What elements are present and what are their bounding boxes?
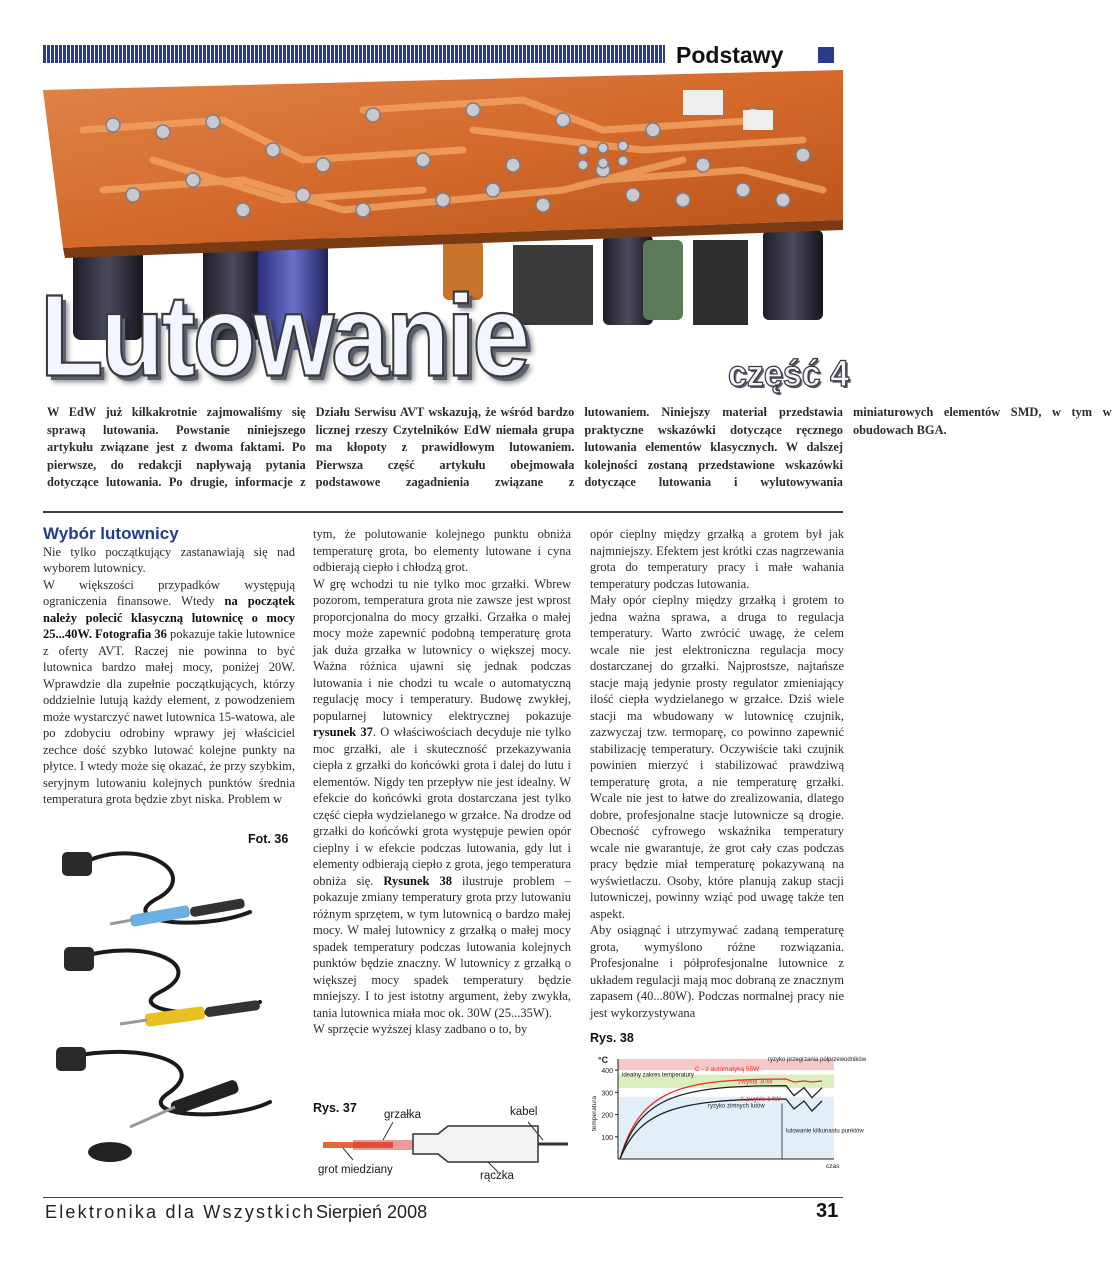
intro-paragraph: W EdW już kilkakrotnie zajmowaliśmy się sprawą lutowania. Powstanie niniejszego artykułu związane jest z dwoma faktami. Po pierwsze, do redakcji napływają pytania dotyczące lutowania. Po drugie, informacje z Działu Serwisu AVT wskazują, że wśród bardzo licznej rzeszy Czytelników EdW niemała grupa ma kłopoty z prawidłowym lutowaniem. Pierwsza część artykułu obejmowała podstawowe zagadnienia związane z lutowaniem. Niniejszy materiał przedstawia praktyczne wskazówki dotyczące ręcznego lutowania elementów klasycznych. W dalszej kolejności zostaną przedstawione wskazówki dotyczące lutowania i wylutowywania miniaturowych elementów SMD, w tym w obudowach BGA. <box>47 405 1112 489</box>
chart-series-label: zwykła 30W <box>738 1078 773 1086</box>
article-title: Lutowanie <box>40 271 528 402</box>
rys37-heater-label: grzałka <box>384 1109 422 1121</box>
text: W grę wchodzi tu nie tylko moc grzałki. Wbrew pozorom, temperatura grota nie zawsze jest wprost proporcjonalna do mocy grzałki. Grzałka o małej mocy może zapewnić podobną temperaturę grota jak duża grzałka w lutownicy o większej mocy. Ważna różnica ujawni się jednak podczas lutowania i nie chodzi tu wcale o automatyczną regulację mocy i temperatury. Budowę zwykłej, popularnej lutownicy elektrycznej pokazuje <box>313 576 571 723</box>
footer-rule <box>43 1197 843 1198</box>
chart-annotation: ryzyko przegrzania półprzewodników <box>768 1057 867 1063</box>
chart-y-tick-label: 400 <box>601 1068 613 1076</box>
column-3 <box>590 526 844 1021</box>
section-label: Podstawy <box>676 42 784 68</box>
header-stripe <box>43 45 665 63</box>
rys38-label: Rys. 38 <box>590 1031 634 1045</box>
rys38-temperature-chart <box>590 1051 867 1171</box>
chart-series-label: A zwykła 14W <box>740 1096 781 1103</box>
paragraph: opór cieplny między grzałką a grotem był jak najmniejszy. Efektem jest krótki czas nagrzewania grota do temperatury pracy i małe wahania temperatury podczas lutowania. <box>590 527 844 591</box>
paragraph: W sprzęcie wyższej klasy zadbano o to, by <box>313 1022 528 1036</box>
text: . O właściwościach decyduje nie tylko moc grzałki, ale i skuteczność przekazywania ciepła z grzałki do końcówki grota i dalej do lutu i elementów. Nigdy ten przepływ nie jest idealny. W efekcie do końcówki grota dostarczana jest tylko część ciepła wydzielanego w grzałce. Na drodze od grzałki do końcówki grota występuje pewien opór cieplny i w efekcie podczas lutowania, gdy lut i elementy odbierają ciepło z grota, jego temperatura obniża się. <box>313 725 571 888</box>
column-2 <box>313 526 571 1038</box>
chart-y-tick-label: 300 <box>601 1090 613 1098</box>
page-number: 31 <box>816 1200 839 1222</box>
chart-y-label: temperatura <box>591 1095 598 1131</box>
text: ilustruje problem – pokazuje zmiany temperatury grota przy lutowaniu różnym sprzętem, w tym lutownicą o bardzo małej mocy. W małej lutownicy z grzałką o małej mocy spadek temperatury podczas lutowania kolejnych punktów będzie znaczny. W lutownicy z grzałką o większej mocy spadek temperatury będzie mniejszy. I to jest istotny argument, żeby zwykła, tania lutownica miała moc ok. 30W (25...35W). <box>313 873 571 1020</box>
intro-separator <box>43 511 843 513</box>
chart-y-tick-label: 100 <box>601 1134 613 1142</box>
chart-annotation: ryzyko zimnych lutów <box>708 1103 765 1110</box>
fot36-soldering-irons-photo <box>50 842 290 1182</box>
rys37-tip-label: grot miedziany <box>318 1164 393 1176</box>
figure-ref: Rysunek 38 <box>383 873 453 888</box>
paragraph <box>313 576 571 1022</box>
article-part: część 4 <box>728 353 849 395</box>
figure-ref: rysunek 37 <box>313 725 373 739</box>
chart-series-label: C - z automatyką 55W <box>695 1066 760 1073</box>
text: pokazuje takie lutownice z oferty AVT. Raczej nie powinna to być lutownica bardzo małej mocy, poniżej 20W. Wprawdzie dla zupełnie początkujących, którzy oddzielnie lutują każdy element, z powodzeniem może wystarczyć nawet lutownica 15-watowa, ale po zdobyciu odrobiny wprawy jej właściciel zechce dość szybko lutować kolejne punkty na płytce. I wtedy może się okazać, że przy szybkim, seryjnym lutowaniu kolejnych punktów średnia temperatura grota będzie zbyt niska. Problem w <box>43 627 295 806</box>
chart-annotation: idealny zakres temperatury <box>622 1072 695 1079</box>
text: W większości przypadków występują ograniczenia finansowe. Wtedy <box>43 577 295 608</box>
column-1 <box>43 526 295 808</box>
rys37-cable-label: kabel <box>510 1106 538 1118</box>
chart-x-label: czas <box>826 1163 840 1170</box>
emphasis: na początek należy polecić klasyczną lutownicę o mocy 25...40W. <box>43 594 295 641</box>
section-heading: Wybór lutownicy <box>43 524 179 543</box>
fot36-label: Fot. 36 <box>248 832 289 846</box>
paragraph: Aby osiągnąć i utrzymywać zadaną temperaturę grota, wymyślono różne rozwiązania. Profesjonalne i półprofesjonalne lutownice z układem regulacji mają moc dobraną ze znacznym zapasem (40...80W). Podczas normalnej pracy nie jest wykorzystywana <box>590 923 844 1020</box>
paragraph: Nie tylko początkujący zastanawiają się nad wyborem lutownicy. <box>43 544 295 575</box>
chart-unit: °C <box>598 1055 609 1065</box>
paragraph: Mały opór cieplny między grzałką i grotem to jedna ważna sprawa, a druga to regulacja temperatury. Warto zwrócić uwagę, że celem wcale nie jest elektroniczna regulacja mocy dostarczanej do grzałki. Najprostsze, najtańsze stacje mają jedynie prosty regulator zmieniający ilość ciepła wydzielanego w grzałce. Dziś wiele stacji ma wbudowany w lutownicę czujnik, zazwyczaj tzw. termoparę, co powinno zapewnić stabilizację temperatury. Oczywiście taki czujnik powinien mierzyć i stabilizować prawdziwą temperaturę grota, a nie temperaturę grzałki. Wcale nie jest to łatwe do zrealizowania, dlatego dobre, profesjonalne stacje lutownicze są drogie. Obecność cyfrowego wskaźnika temperatury wcale nie gwarantuje, że grot cały czas podczas pracy będzie miał temperaturę pokazywaną na wyświetlaczu. Osoby, które planują zakup stacji lutowniczej, powinny wziąć pod uwagę także ten aspekt. <box>590 593 844 921</box>
figure-ref: Fotografia 36 <box>95 627 167 641</box>
footer-magazine: Elektronika dla Wszystkich <box>45 1202 316 1222</box>
rys37-handle-label: rączka <box>480 1170 514 1182</box>
paragraph: tym, że polutowanie kolejnego punktu obniża temperaturę grota, bo elementy lutowane i cyna odbierają ciepło i chłodzą grot. <box>313 527 571 574</box>
footer-date: Sierpień 2008 <box>316 1202 428 1222</box>
chart-annotation: lutowanie kilkunastu punktów <box>786 1128 864 1135</box>
chart-y-tick-label: 200 <box>601 1112 613 1120</box>
paragraph <box>43 577 295 808</box>
header-square <box>818 47 834 63</box>
rys37-label: Rys. 37 <box>313 1101 357 1115</box>
